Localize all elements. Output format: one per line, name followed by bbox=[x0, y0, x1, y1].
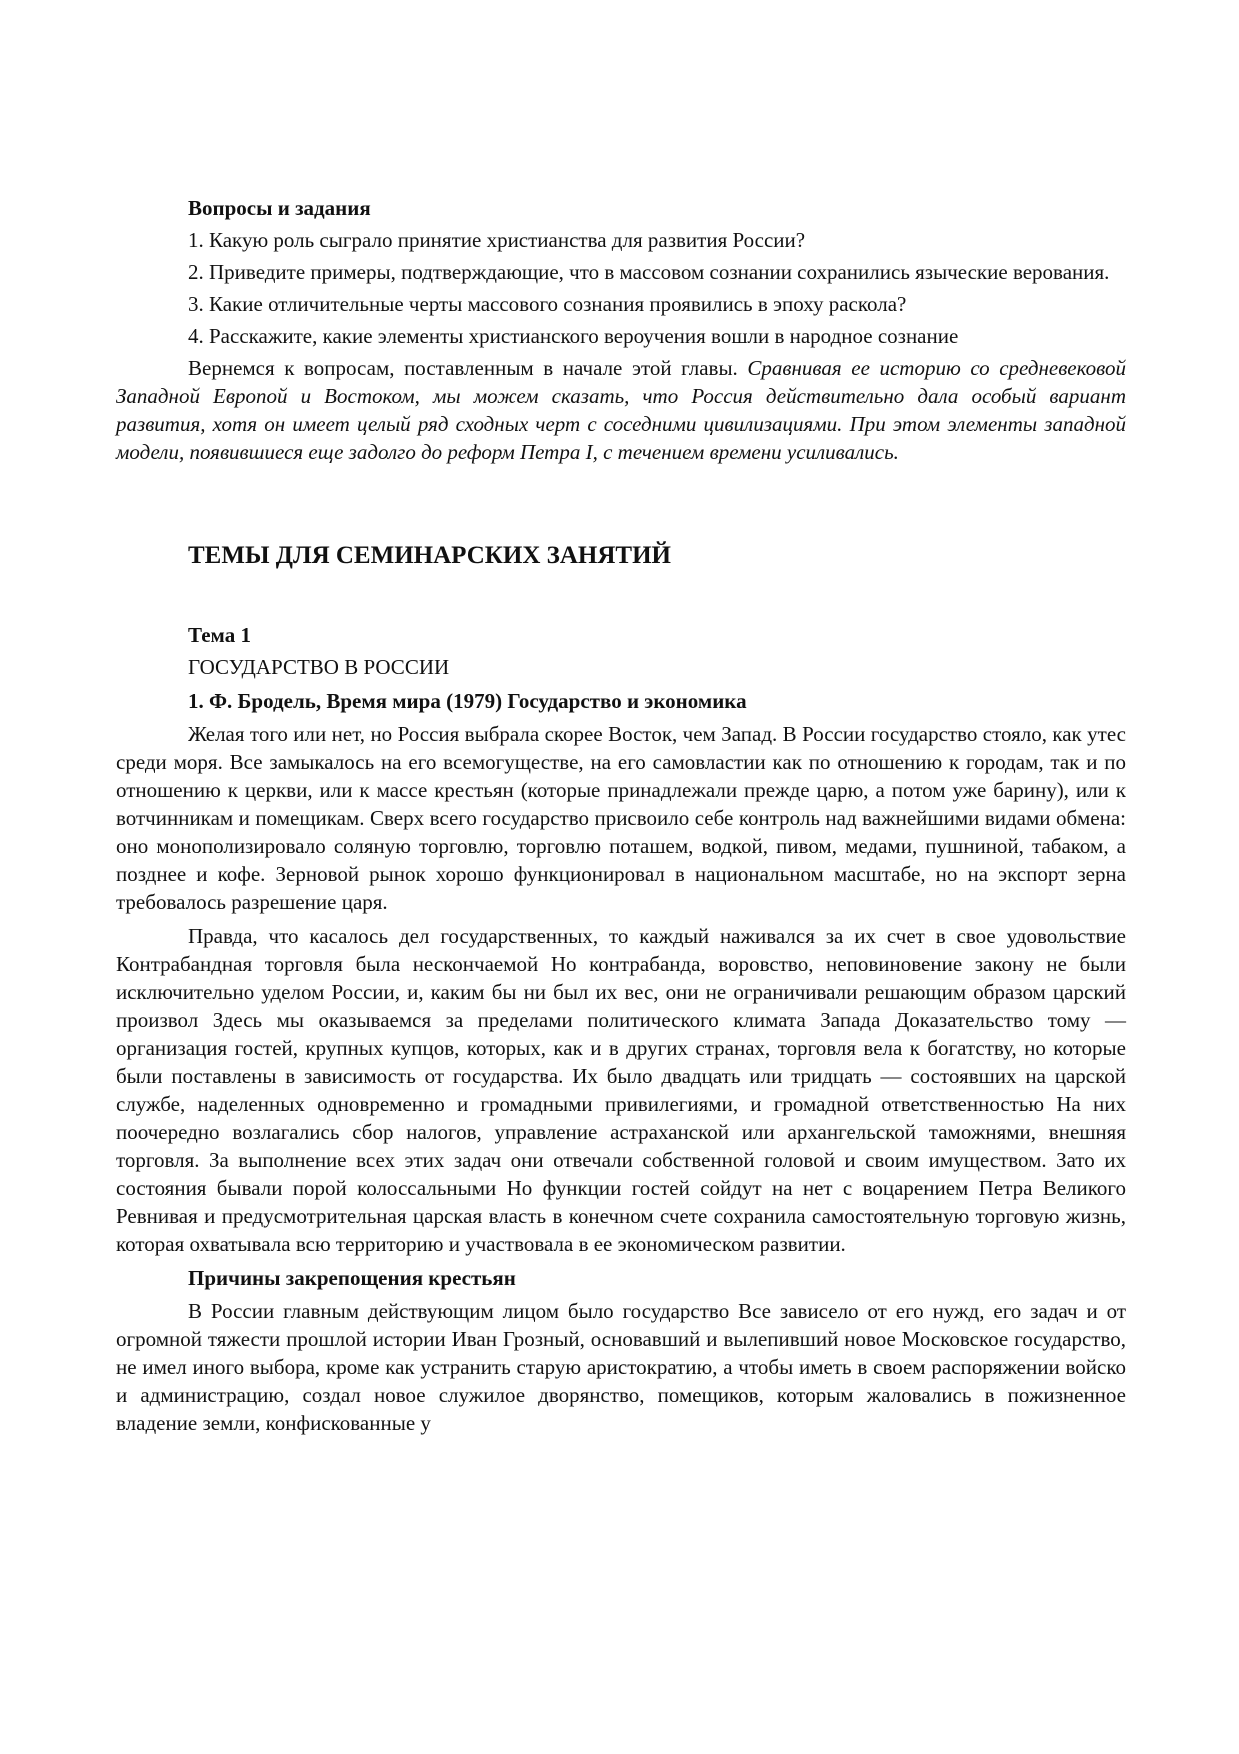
conclusion-plain-text: Вернемся к вопросам, поставленным в начале этой главы. bbox=[188, 356, 748, 380]
questions-heading: Вопросы и задания bbox=[188, 196, 371, 220]
question-item-3: 3. Какие отличительные черты массового сознания проявились в эпоху раскола? bbox=[188, 292, 907, 316]
subheading-serfdom: Причины закрепощения крестьян bbox=[188, 1266, 516, 1290]
body-paragraph-3: В России главным действующим лицом было государство Все зависело от его нужд, его задач и от огромной тяжести прошлой истории Иван Грозный, основавший и вылепивший новое Московское государство, не имел иного выбора, кроме как устранить старую аристократию, а чтобы иметь в своем распоряжении войско и администрацию, создал новое служилое дворянство, помещиков, которым жаловались в пожизненное владение земли, конфискованные у bbox=[116, 1299, 1126, 1435]
question-item-2: 2. Приведите примеры, подтверждающие, что в массовом сознании сохранились языческие верования. bbox=[188, 260, 1110, 284]
seminar-title: ТЕМЫ ДЛЯ СЕМИНАРСКИХ ЗАНЯТИЙ bbox=[188, 542, 671, 569]
question-item-4: 4. Расскажите, какие элементы христианского вероучения вошли в народное сознание bbox=[188, 324, 959, 348]
topic-label: Тема 1 bbox=[188, 623, 251, 647]
body-paragraph-1: Желая того или нет, но Россия выбрала скорее Восток, чем Запад. В России государство стояло, как утес среди моря. Все замыкалось на его всемогуществе, на его самовластии как по отношению к городам, так и по отношению к церкви, или к массе крестьян (которые принадлежали прежде царю, а потом уже барину), или к вотчинникам и помещикам. Сверх всего государство присвоило себе контроль над важнейшими видами обмена: оно монополизировало соляную торговлю, торговлю поташем, водкой, пивом, медами, пушниной, табаком, а позднее и кофе. Зерновой рынок хорошо функционировал в национальном масштабе, но на экспорт зерна требовалось разрешение царя. bbox=[116, 722, 1126, 914]
conclusion-paragraph bbox=[116, 354, 1126, 466]
document-page bbox=[116, 194, 1126, 1437]
body-paragraph-2: Правда, что касалось дел государственных, то каждый наживался за их счет в свое удовольствие Контрабандная торговля была нескончаемой Но контрабанда, воровство, неповиновение закону не были исключительно уделом России, и, каким бы ни был их вес, они не ограничивали решающим образом царский произвол Здесь мы оказываемся за пределами политического климата Запада Доказательство тому — организация гостей, крупных купцов, которых, как и в других странах, торговля вела к богатству, но которые были поставлены в зависимость от государства. Их было двадцать или тридцать — состоявших на царской службе, наделенных одновременно и громадными привилегиями, и громадной ответственностью На них поочередно возлагались сбор налогов, управление астраханской или архангельской таможнями, внешняя торговля. За выполнение всех этих задач они отвечали собственной головой и своим имуществом. Зато их состояния бывали порой колоссальными Но функции гостей сойдут на нет с воцарением Петра Великого Ревнивая и предусмотрительная царская власть в конечном счете сохранила самостоятельную торговую жизнь, которая охватывала всю территорию и участвовала в ее экономическом развитии. bbox=[116, 924, 1126, 1256]
source-heading: 1. Ф. Бродель, Время мира (1979) Государство и экономика bbox=[188, 689, 747, 713]
conclusion-italic-text: Сравнивая ее историю со средневековой Западной Европой и Востоком, мы можем сказать, что Россия действительно дала особый вариант развития, хотя он имеет целый ряд сходных черт с соседними цивилизациями. При этом элементы западной модели, появившиеся еще задолго до реформ Петра I, с течением времени усиливались. bbox=[116, 356, 1126, 464]
topic-name: ГОСУДАРСТВО В РОССИИ bbox=[188, 655, 450, 679]
question-item-1: 1. Какую роль сыграло принятие христианства для развития России? bbox=[188, 228, 806, 252]
